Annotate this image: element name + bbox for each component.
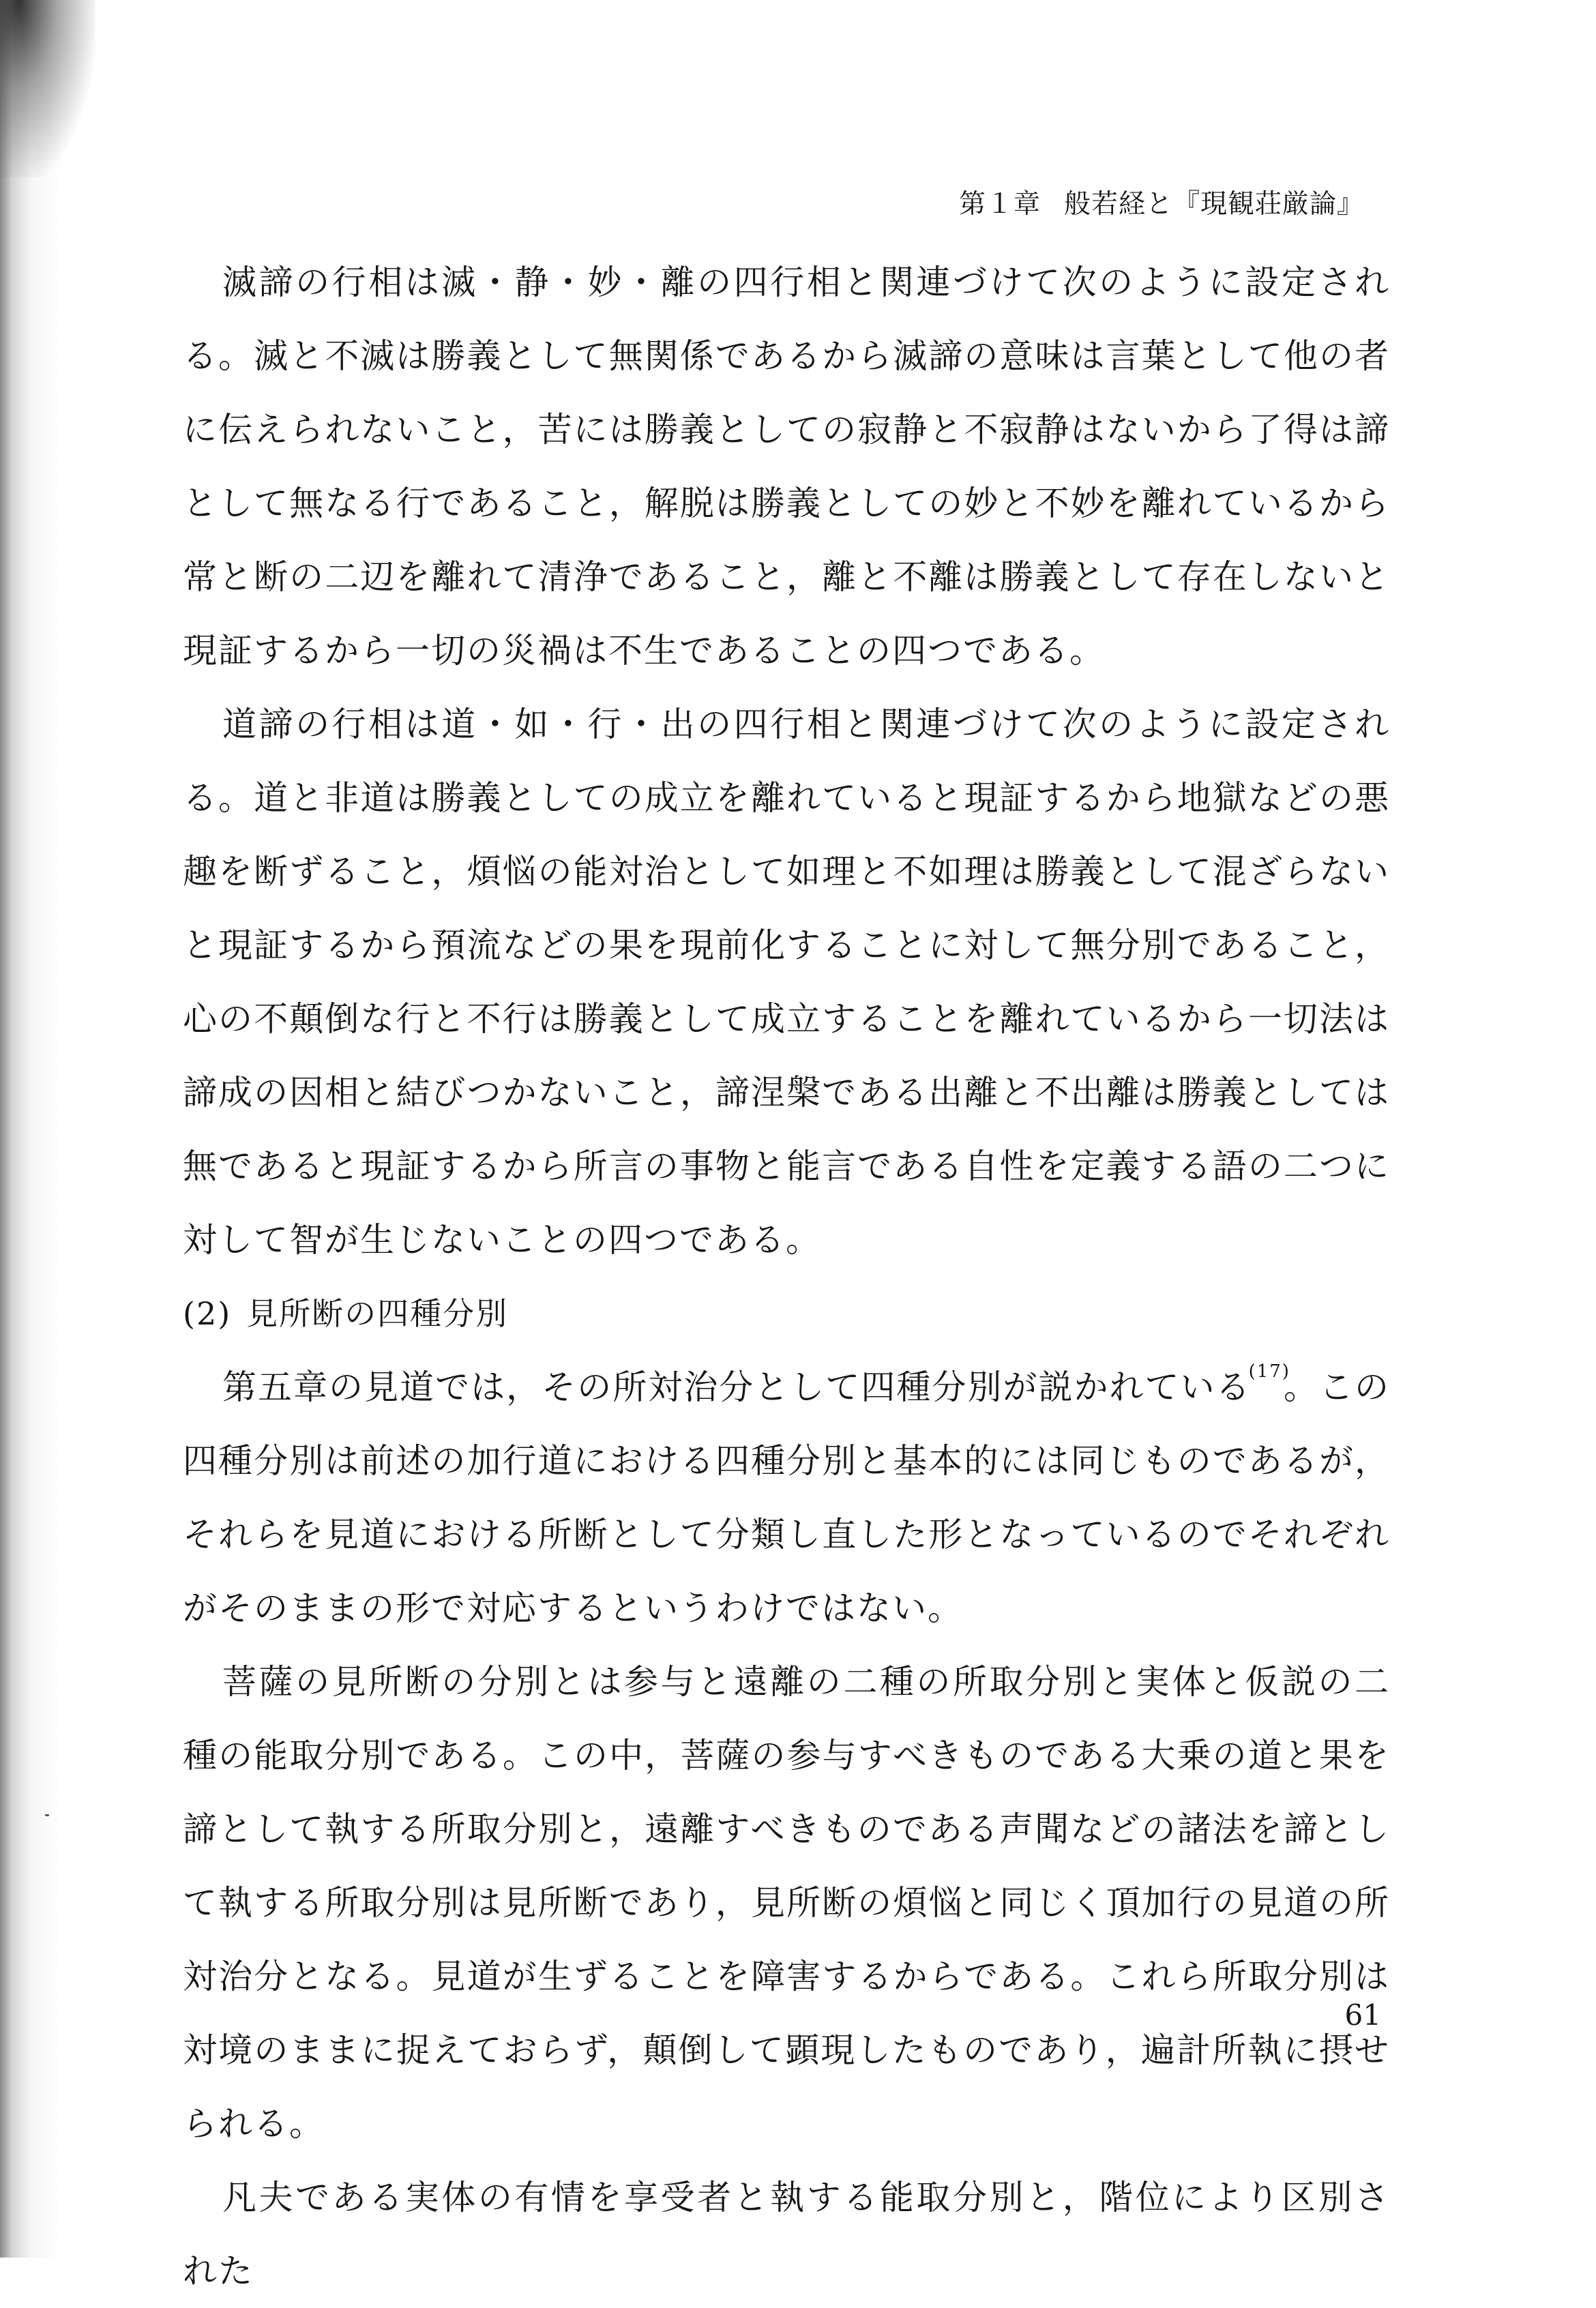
paragraph-bodhisattva-discrimination: 菩薩の見所断の分別とは参与と遠離の二種の所取分別と実体と仮説の二種の能取分別である。この中，菩薩の参与すべきものである大乗の道と果を諦として執する所取分別と，遠離すべきものである声聞などの諸法を諦として執する所取分別は見所断であり，見所断の煩悩と同じく頂加行の見道の所対治分となる。見道が生ずることを障害するからである。これら所取分別は対境のままに捉えておらず，顛倒して顕現したものであり，遍計所執に摂せられる。 bbox=[183, 1662, 1390, 2144]
paragraph-fifth-chapter bbox=[183, 1350, 1390, 1645]
chapter-title: 般若経と『現観荘厳論』 bbox=[1063, 189, 1364, 220]
scan-speck bbox=[45, 1814, 49, 1816]
main-text bbox=[183, 246, 1390, 2308]
scan-shadow-left bbox=[0, 0, 61, 2258]
paragraph-text-before-note: 第五章の見道では，その所対治分として四種分別が説かれている bbox=[222, 1367, 1252, 1407]
paragraph-cessation-truth: 滅諦の行相は滅・静・妙・離の四行相と関連づけて次のように設定される。滅と不滅は勝義として無関係であるから滅諦の意味は言葉として他の者に伝えられないこと，苦には勝義としての寂静と不寂静はないから了得は諦として無なる行であること，解脱は勝義としての妙と不妙を離れているから常と断の二辺を離れて清浄であること，離と不離は勝義として存在しないと現証するから一切の災禍は不生であることの四つである。 bbox=[183, 263, 1390, 670]
page-number: 61 bbox=[1344, 1998, 1381, 2032]
section-heading bbox=[183, 1277, 1390, 1350]
paragraph-ordinary-beings: 凡夫である実体の有情を享受者と執する能取分別と，階位により区別された bbox=[183, 2178, 1390, 2291]
section-title: 見所断の四種分別 bbox=[246, 1295, 509, 1332]
footnote-marker: (17) bbox=[1248, 1361, 1290, 1382]
chapter-label: 第１章 bbox=[958, 189, 1041, 220]
paragraph-text-after-note: 。この四種分別は前述の加行道における四種分別と基本的には同じものであるが，それらを見道における所断として分類し直した形となっているのでそれぞれがそのままの形で対応するというわけではない。 bbox=[183, 1367, 1391, 1628]
section-number: (2) bbox=[183, 1295, 232, 1332]
running-header bbox=[959, 183, 1364, 221]
scan-shadow-corner bbox=[0, 0, 95, 177]
paragraph-path-truth: 道諦の行相は道・如・行・出の四行相と関連づけて次のように設定される。道と非道は勝義としての成立を離れていると現証するから地獄などの悪趣を断ずること，煩悩の能対治として如理と不如理は勝義として混ざらないと現証するから預流などの果を現前化することに対して無分別であること，心の不顛倒な行と不行は勝義として成立することを離れているから一切法は諦成の因相と結びつかないこと，諦涅槃である出離と不出離は勝義としては無であると現証するから所言の事物と能言である自性を定義する語の二つに対して智が生じないことの四つである。 bbox=[183, 705, 1390, 1260]
